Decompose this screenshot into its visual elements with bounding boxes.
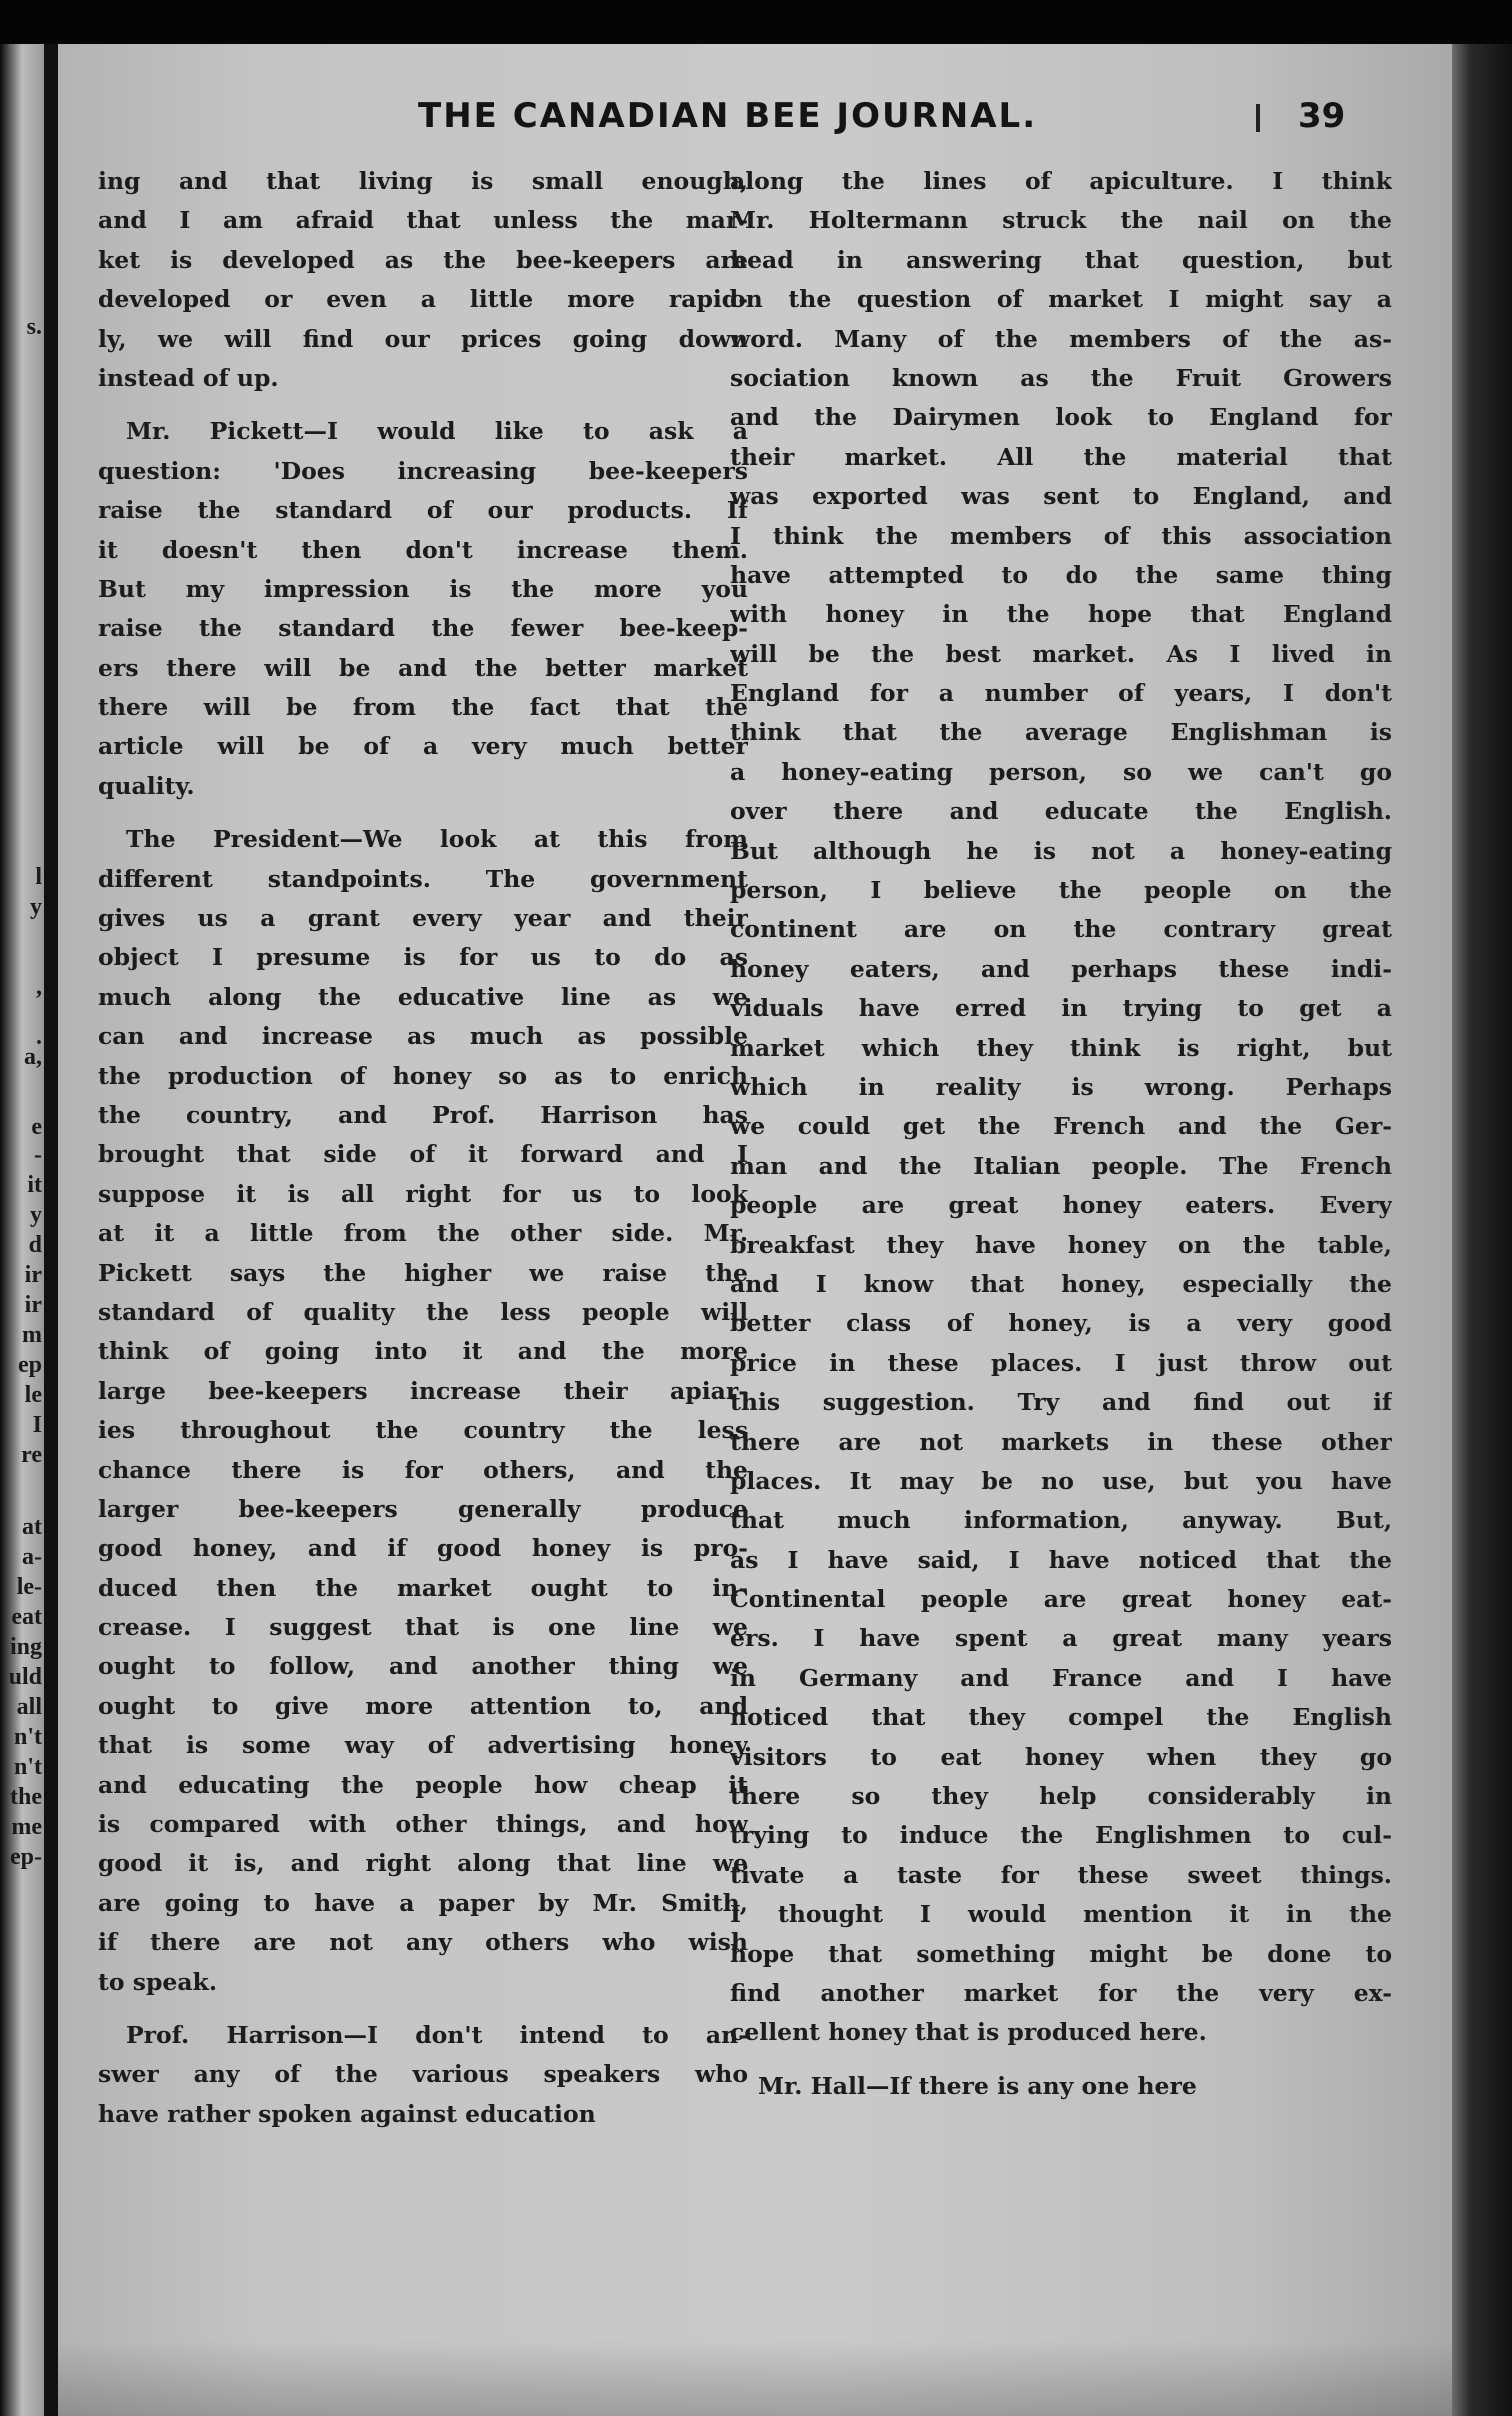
text-line: sociation known as the Fruit Growers xyxy=(730,363,1392,392)
margin-fragment: at xyxy=(22,1514,42,1540)
paragraph-gap xyxy=(730,2053,1392,2067)
text-line: Prof. Harrison—I don't intend to an- xyxy=(126,2020,748,2049)
text-line: object I presume is for us to do as xyxy=(98,943,748,972)
text-line: chance there is for others, and the xyxy=(98,1455,748,1484)
text-line: this suggestion. Try and find out if xyxy=(730,1388,1392,1417)
text-line: trying to induce the Englishmen to cul- xyxy=(730,1821,1392,1850)
text-line: swer any of the various speakers who xyxy=(98,2060,748,2089)
right-text-column xyxy=(730,162,1392,2106)
margin-fragment: le xyxy=(24,1382,42,1408)
margin-fragment: n't xyxy=(13,1724,42,1750)
text-line: are going to have a paper by Mr. Smith, xyxy=(98,1888,748,1917)
margin-fragment: m xyxy=(22,1322,42,1348)
margin-fragment: ing xyxy=(9,1634,42,1660)
text-line: the country, and Prof. Harrison has xyxy=(98,1100,748,1129)
text-line: question: 'Does increasing bee-keepers xyxy=(98,456,748,485)
text-line: and I am afraid that unless the mar- xyxy=(98,206,748,235)
text-line: find another market for the very ex- xyxy=(730,1978,1392,2007)
text-line: larger bee-keepers generally produce xyxy=(98,1494,748,1523)
margin-fragment: y xyxy=(30,894,42,920)
margin-fragment: n't xyxy=(13,1754,42,1780)
text-line: breakfast they have honey on the table, xyxy=(730,1230,1392,1259)
margin-fragment: le- xyxy=(16,1574,42,1600)
margin-fragment: s. xyxy=(26,314,42,340)
page-header xyxy=(58,96,1452,144)
left-text-column xyxy=(98,162,748,2134)
text-line: and the Dairymen look to England for xyxy=(730,403,1392,432)
text-line: much along the educative line as we xyxy=(98,982,748,1011)
text-line: is compared with other things, and how xyxy=(98,1810,748,1839)
text-line: noticed that they compel the English xyxy=(730,1703,1392,1732)
margin-fragment: y xyxy=(30,1202,42,1228)
margin-fragment: the xyxy=(10,1784,42,1810)
scan-top-border xyxy=(0,0,1512,44)
text-line: article will be of a very much better xyxy=(98,732,748,761)
page-bottom-shadow xyxy=(58,2340,1452,2416)
text-line: ies throughout the country the less xyxy=(98,1416,748,1445)
text-line: and I know that honey, especially the xyxy=(730,1269,1392,1298)
text-line: raise the standard the fewer bee-keep- xyxy=(98,614,748,643)
text-line: that is some way of advertising honey xyxy=(98,1731,748,1760)
text-line: if there are not any others who wish xyxy=(98,1928,748,1957)
text-line: Pickett says the higher we raise the xyxy=(98,1258,748,1287)
margin-fragment: , xyxy=(36,974,42,1000)
text-line: suppose it is all right for us to look xyxy=(98,1179,748,1208)
text-line: over there and educate the English. xyxy=(730,797,1392,826)
text-line: will be the best market. As I lived in xyxy=(730,639,1392,668)
text-line: to speak. xyxy=(98,1967,218,1996)
margin-fragment: eat xyxy=(11,1604,42,1630)
text-line: have attempted to do the same thing xyxy=(730,560,1392,589)
paragraph-gap xyxy=(98,2002,748,2016)
text-line: in Germany and France and I have xyxy=(730,1663,1392,1692)
text-line: quality. xyxy=(98,771,195,800)
header-tick-mark xyxy=(1256,104,1260,132)
margin-fragment: e xyxy=(31,1114,42,1140)
text-line: better class of honey, is a very good xyxy=(730,1309,1392,1338)
margin-fragment: - xyxy=(34,1142,42,1168)
margin-fragment: me xyxy=(11,1814,42,1840)
scan-right-edge xyxy=(1452,44,1512,2416)
margin-fragment: re xyxy=(21,1442,42,1468)
text-line: and educating the people how cheap it xyxy=(98,1770,748,1799)
text-line: Continental people are great honey eat- xyxy=(730,1585,1392,1614)
text-line: developed or even a little more rapid- xyxy=(98,285,748,314)
text-line: ket is developed as the bee-keepers are xyxy=(98,245,748,274)
text-line: large bee-keepers increase their apiar- xyxy=(98,1376,748,1405)
text-line: Mr. Holtermann struck the nail on the xyxy=(730,206,1392,235)
text-line: Mr. Pickett—I would like to ask a xyxy=(126,417,748,446)
margin-fragment: ep- xyxy=(10,1844,42,1870)
text-line: there are not markets in these other xyxy=(730,1427,1392,1456)
page-number: 39 xyxy=(1298,96,1346,136)
text-line: But my impression is the more you xyxy=(98,574,748,603)
margin-fragment: all xyxy=(16,1694,42,1720)
text-line: on the question of market I might say a xyxy=(730,285,1392,314)
text-line: that much information, anyway. But, xyxy=(730,1506,1392,1535)
text-line: person, I believe the people on the xyxy=(730,876,1392,905)
text-line: Mr. Hall—If there is any one here xyxy=(758,2071,1197,2100)
text-line: different standpoints. The government xyxy=(98,864,748,893)
text-line: it doesn't then don't increase them. xyxy=(98,535,748,564)
text-line: standard of quality the less people will xyxy=(98,1297,748,1326)
text-line: hope that something might be done to xyxy=(730,1939,1392,1968)
text-line: cellent honey that is produced here. xyxy=(730,2018,1207,2047)
text-line: market which they think is right, but xyxy=(730,1033,1392,1062)
margin-fragment: ep xyxy=(18,1352,42,1378)
text-line: viduals have erred in trying to get a xyxy=(730,994,1392,1023)
text-line: think that the average Englishman is xyxy=(730,718,1392,747)
text-line: price in these places. I just throw out xyxy=(730,1348,1392,1377)
text-line: ers. I have spent a great many years xyxy=(730,1624,1392,1653)
text-line: gives us a grant every year and their xyxy=(98,904,748,933)
text-line: ought to give more attention to, and xyxy=(98,1691,748,1720)
text-line: word. Many of the members of the as- xyxy=(730,324,1392,353)
text-line: ly, we will find our prices going down xyxy=(98,324,748,353)
text-line: at it a little from the other side. Mr. xyxy=(98,1219,748,1248)
text-line: can and increase as much as possible xyxy=(98,1022,748,1051)
text-line: visitors to eat honey when they go xyxy=(730,1742,1392,1771)
margin-text-fragments xyxy=(0,44,44,2416)
text-line: people are great honey eaters. Every xyxy=(730,1191,1392,1220)
text-line: England for a number of years, I don't xyxy=(730,679,1392,708)
text-line: ers there will be and the better market xyxy=(98,653,748,682)
text-line: as I have said, I have noticed that the xyxy=(730,1545,1392,1574)
journal-title: THE CANADIAN BEE JOURNAL. xyxy=(418,96,1038,136)
margin-fragment: uld xyxy=(8,1664,42,1690)
page-gutter xyxy=(44,44,58,2416)
text-line: head in answering that question, but xyxy=(730,245,1392,274)
text-line: I thought I would mention it in the xyxy=(730,1900,1392,1929)
margin-fragment: l xyxy=(35,864,42,890)
text-line: with honey in the hope that England xyxy=(730,600,1392,629)
text-line: duced then the market ought to in- xyxy=(98,1573,748,1602)
margin-fragment: a- xyxy=(22,1544,42,1570)
text-line: The President—We look at this from xyxy=(126,825,748,854)
text-line: places. It may be no use, but you have xyxy=(730,1466,1392,1495)
text-line: crease. I suggest that is one line we xyxy=(98,1613,748,1642)
text-line: ought to follow, and another thing we xyxy=(98,1652,748,1681)
text-line: have rather spoken against education xyxy=(98,2099,596,2128)
text-line: along the lines of apiculture. I think xyxy=(730,167,1392,195)
text-line: But although he is not a honey-eating xyxy=(730,836,1392,865)
margin-fragment: a, xyxy=(24,1044,42,1070)
margin-fragment: ir xyxy=(24,1262,42,1288)
text-line: good it is, and right along that line we xyxy=(98,1849,748,1878)
text-line: a honey-eating person, so we can't go xyxy=(730,757,1392,786)
text-line: I think the members of this association xyxy=(730,521,1392,550)
text-line: instead of up. xyxy=(98,363,279,392)
paragraph-gap xyxy=(98,398,748,412)
paragraph-gap xyxy=(98,806,748,820)
text-line: there so they help considerably in xyxy=(730,1782,1392,1811)
text-line: which in reality is wrong. Perhaps xyxy=(730,1072,1392,1101)
text-line: man and the Italian people. The French xyxy=(730,1151,1392,1180)
margin-fragment: . xyxy=(36,1024,42,1050)
text-line: tivate a taste for these sweet things. xyxy=(730,1860,1392,1889)
text-line: good honey, and if good honey is pro- xyxy=(98,1534,748,1563)
margin-fragment: d xyxy=(28,1232,42,1258)
text-line: think of going into it and the more xyxy=(98,1337,748,1366)
text-line: their market. All the material that xyxy=(730,442,1392,471)
previous-page-edge xyxy=(0,44,44,2416)
text-line: we could get the French and the Ger- xyxy=(730,1112,1392,1141)
margin-fragment: ir xyxy=(24,1292,42,1318)
journal-page xyxy=(58,44,1452,2416)
margin-fragment: I xyxy=(32,1412,42,1438)
text-line: was exported was sent to England, and xyxy=(730,482,1392,511)
text-line: ing and that living is small enough, xyxy=(98,167,748,195)
text-line: there will be from the fact that the xyxy=(98,693,748,722)
text-line: raise the standard of our products. If xyxy=(98,496,748,525)
text-line: honey eaters, and perhaps these indi- xyxy=(730,954,1392,983)
text-line: brought that side of it forward and I xyxy=(98,1140,748,1169)
margin-fragment: it xyxy=(27,1172,42,1198)
text-line: continent are on the contrary great xyxy=(730,915,1392,944)
text-line: the production of honey so as to enrich xyxy=(98,1061,748,1090)
